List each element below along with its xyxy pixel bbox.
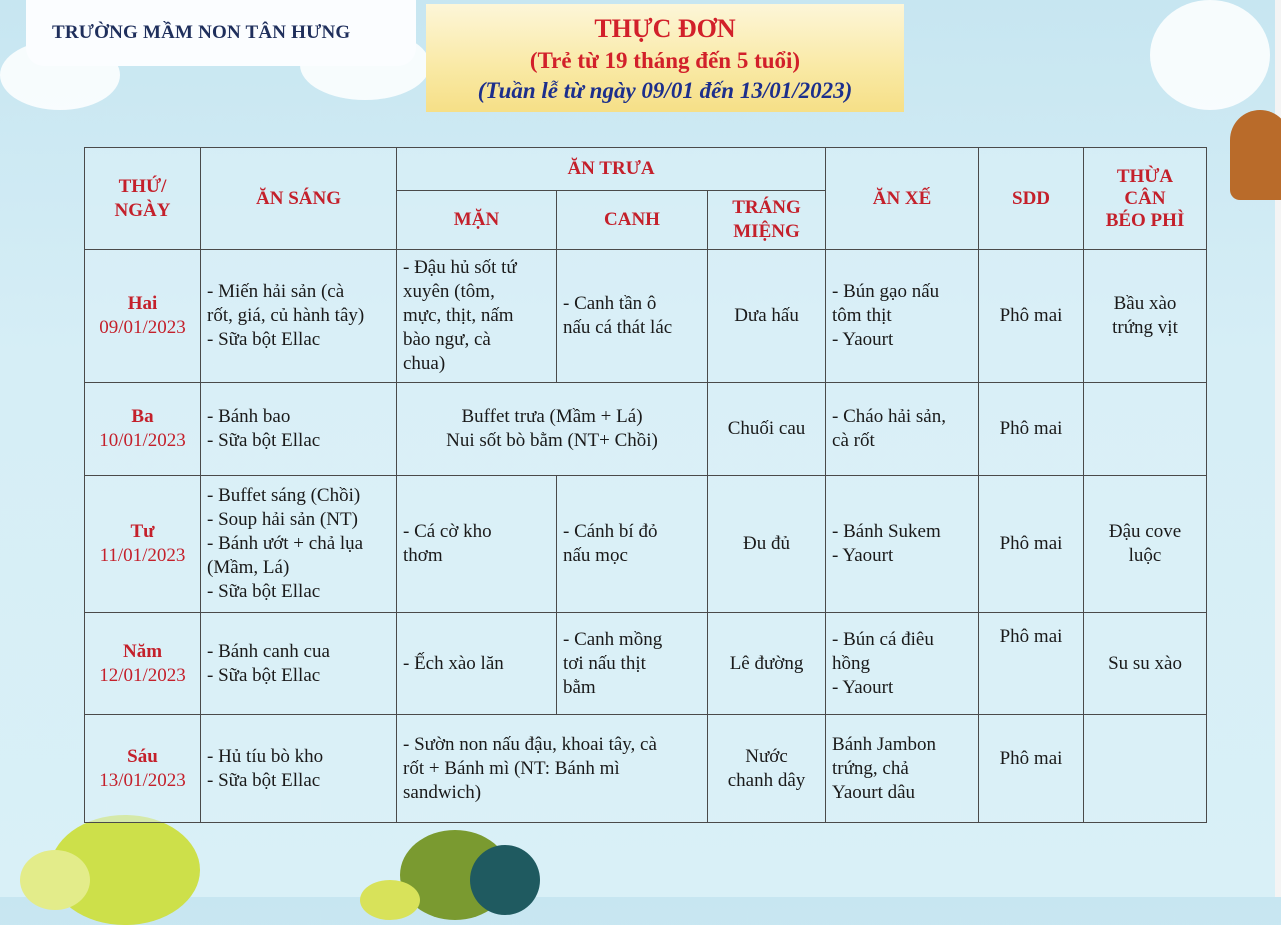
header-lunch: ĂN TRƯA	[397, 148, 826, 191]
overweight-cell: Su su xào	[1084, 613, 1207, 715]
dessert-cell: Nước chanh dây	[708, 715, 826, 823]
sdd-cell: Phô mai	[979, 476, 1084, 613]
balloon-decoration	[1230, 110, 1281, 200]
header-afternoon: ĂN XẾ	[826, 148, 979, 250]
overweight-cell: Bầu xào trứng vịt	[1084, 250, 1207, 383]
table-row	[85, 613, 1207, 715]
overweight-cell	[1084, 715, 1207, 823]
day-cell: Tư 11/01/2023	[85, 476, 201, 613]
leaf-decoration	[20, 850, 90, 910]
lunch-main-cell: - Ếch xào lăn	[397, 613, 557, 715]
overweight-cell: Đậu cove luộc	[1084, 476, 1207, 613]
header-overweight: THỪA CÂN BÉO PHÌ	[1084, 148, 1207, 250]
lunch-soup-cell: - Canh mồng tơi nấu thịt bằm	[557, 613, 708, 715]
breakfast-cell: - Bánh canh cua - Sữa bột Ellac	[201, 613, 397, 715]
header-sdd: SDD	[979, 148, 1084, 250]
dessert-cell: Lê đường	[708, 613, 826, 715]
dessert-cell: Đu đủ	[708, 476, 826, 613]
overweight-cell	[1084, 383, 1207, 476]
lunch-merged-cell: - Sườn non nấu đậu, khoai tây, cà rốt + Bánh mì (NT: Bánh mì sandwich)	[397, 715, 708, 823]
sdd-cell: Phô mai	[979, 715, 1084, 823]
afternoon-cell: - Bún gạo nấu tôm thịt - Yaourt	[826, 250, 979, 383]
sdd-cell: Phô mai	[979, 383, 1084, 476]
sdd-cell: Phô mai	[979, 250, 1084, 383]
breakfast-cell: - Buffet sáng (Chồi) - Soup hải sản (NT) - Bánh ướt + chả lụa (Mầm, Lá) - Sữa bột Ellac	[201, 476, 397, 613]
lunch-soup-cell: - Canh tần ô nấu cá thát lác	[557, 250, 708, 383]
dessert-cell: Chuối cau	[708, 383, 826, 476]
header-day: THỨ/ NGÀY	[85, 148, 201, 250]
leaf-decoration	[360, 880, 420, 920]
header-lunch-soup: CANH	[557, 191, 708, 250]
cloud-decoration	[1150, 0, 1270, 110]
menu-title-box	[426, 4, 904, 112]
dessert-cell: Dưa hấu	[708, 250, 826, 383]
lunch-merged-cell: Buffet trưa (Mầm + Lá) Nui sốt bò bằm (NT+ Chồi)	[397, 383, 708, 476]
leaf-decoration	[470, 845, 540, 915]
header-breakfast: ĂN SÁNG	[201, 148, 397, 250]
breakfast-cell: - Miến hải sản (cà rốt, giá, củ hành tây) - Sữa bột Ellac	[201, 250, 397, 383]
weekly-menu-table	[84, 147, 1207, 823]
lunch-soup-cell: - Cánh bí đỏ nấu mọc	[557, 476, 708, 613]
afternoon-cell: - Bánh Sukem - Yaourt	[826, 476, 979, 613]
menu-subtitle: (Trẻ từ 19 tháng đến 5 tuổi)	[529, 48, 801, 73]
table-row	[85, 476, 1207, 613]
day-cell: Hai 09/01/2023	[85, 250, 201, 383]
menu-week: (Tuần lễ từ ngày 09/01 đến 13/01/2023)	[477, 78, 853, 103]
lunch-main-cell: - Đậu hủ sốt tứ xuyên (tôm, mực, thịt, nấm bào ngư, cà chua)	[397, 250, 557, 383]
school-name: TRƯỜNG MẦM NON TÂN HƯNG	[52, 22, 351, 43]
afternoon-cell: Bánh Jambon trứng, chả Yaourt dâu	[826, 715, 979, 823]
afternoon-cell: - Cháo hải sản, cà rốt	[826, 383, 979, 476]
afternoon-cell: - Bún cá điêu hồng - Yaourt	[826, 613, 979, 715]
table-row	[85, 383, 1207, 476]
header-lunch-main: MẶN	[397, 191, 557, 250]
day-cell: Năm 12/01/2023	[85, 613, 201, 715]
menu-title: THỰC ĐƠN	[594, 14, 736, 43]
day-cell: Sáu 13/01/2023	[85, 715, 201, 823]
lunch-main-cell: - Cá cờ kho thơm	[397, 476, 557, 613]
day-cell: Ba 10/01/2023	[85, 383, 201, 476]
header-lunch-dessert: TRÁNG MIỆNG	[708, 191, 826, 250]
table-row	[85, 250, 1207, 383]
sdd-cell: Phô mai	[979, 613, 1084, 715]
breakfast-cell: - Bánh bao - Sữa bột Ellac	[201, 383, 397, 476]
breakfast-cell: - Hủ tíu bò kho - Sữa bột Ellac	[201, 715, 397, 823]
table-row	[85, 715, 1207, 823]
